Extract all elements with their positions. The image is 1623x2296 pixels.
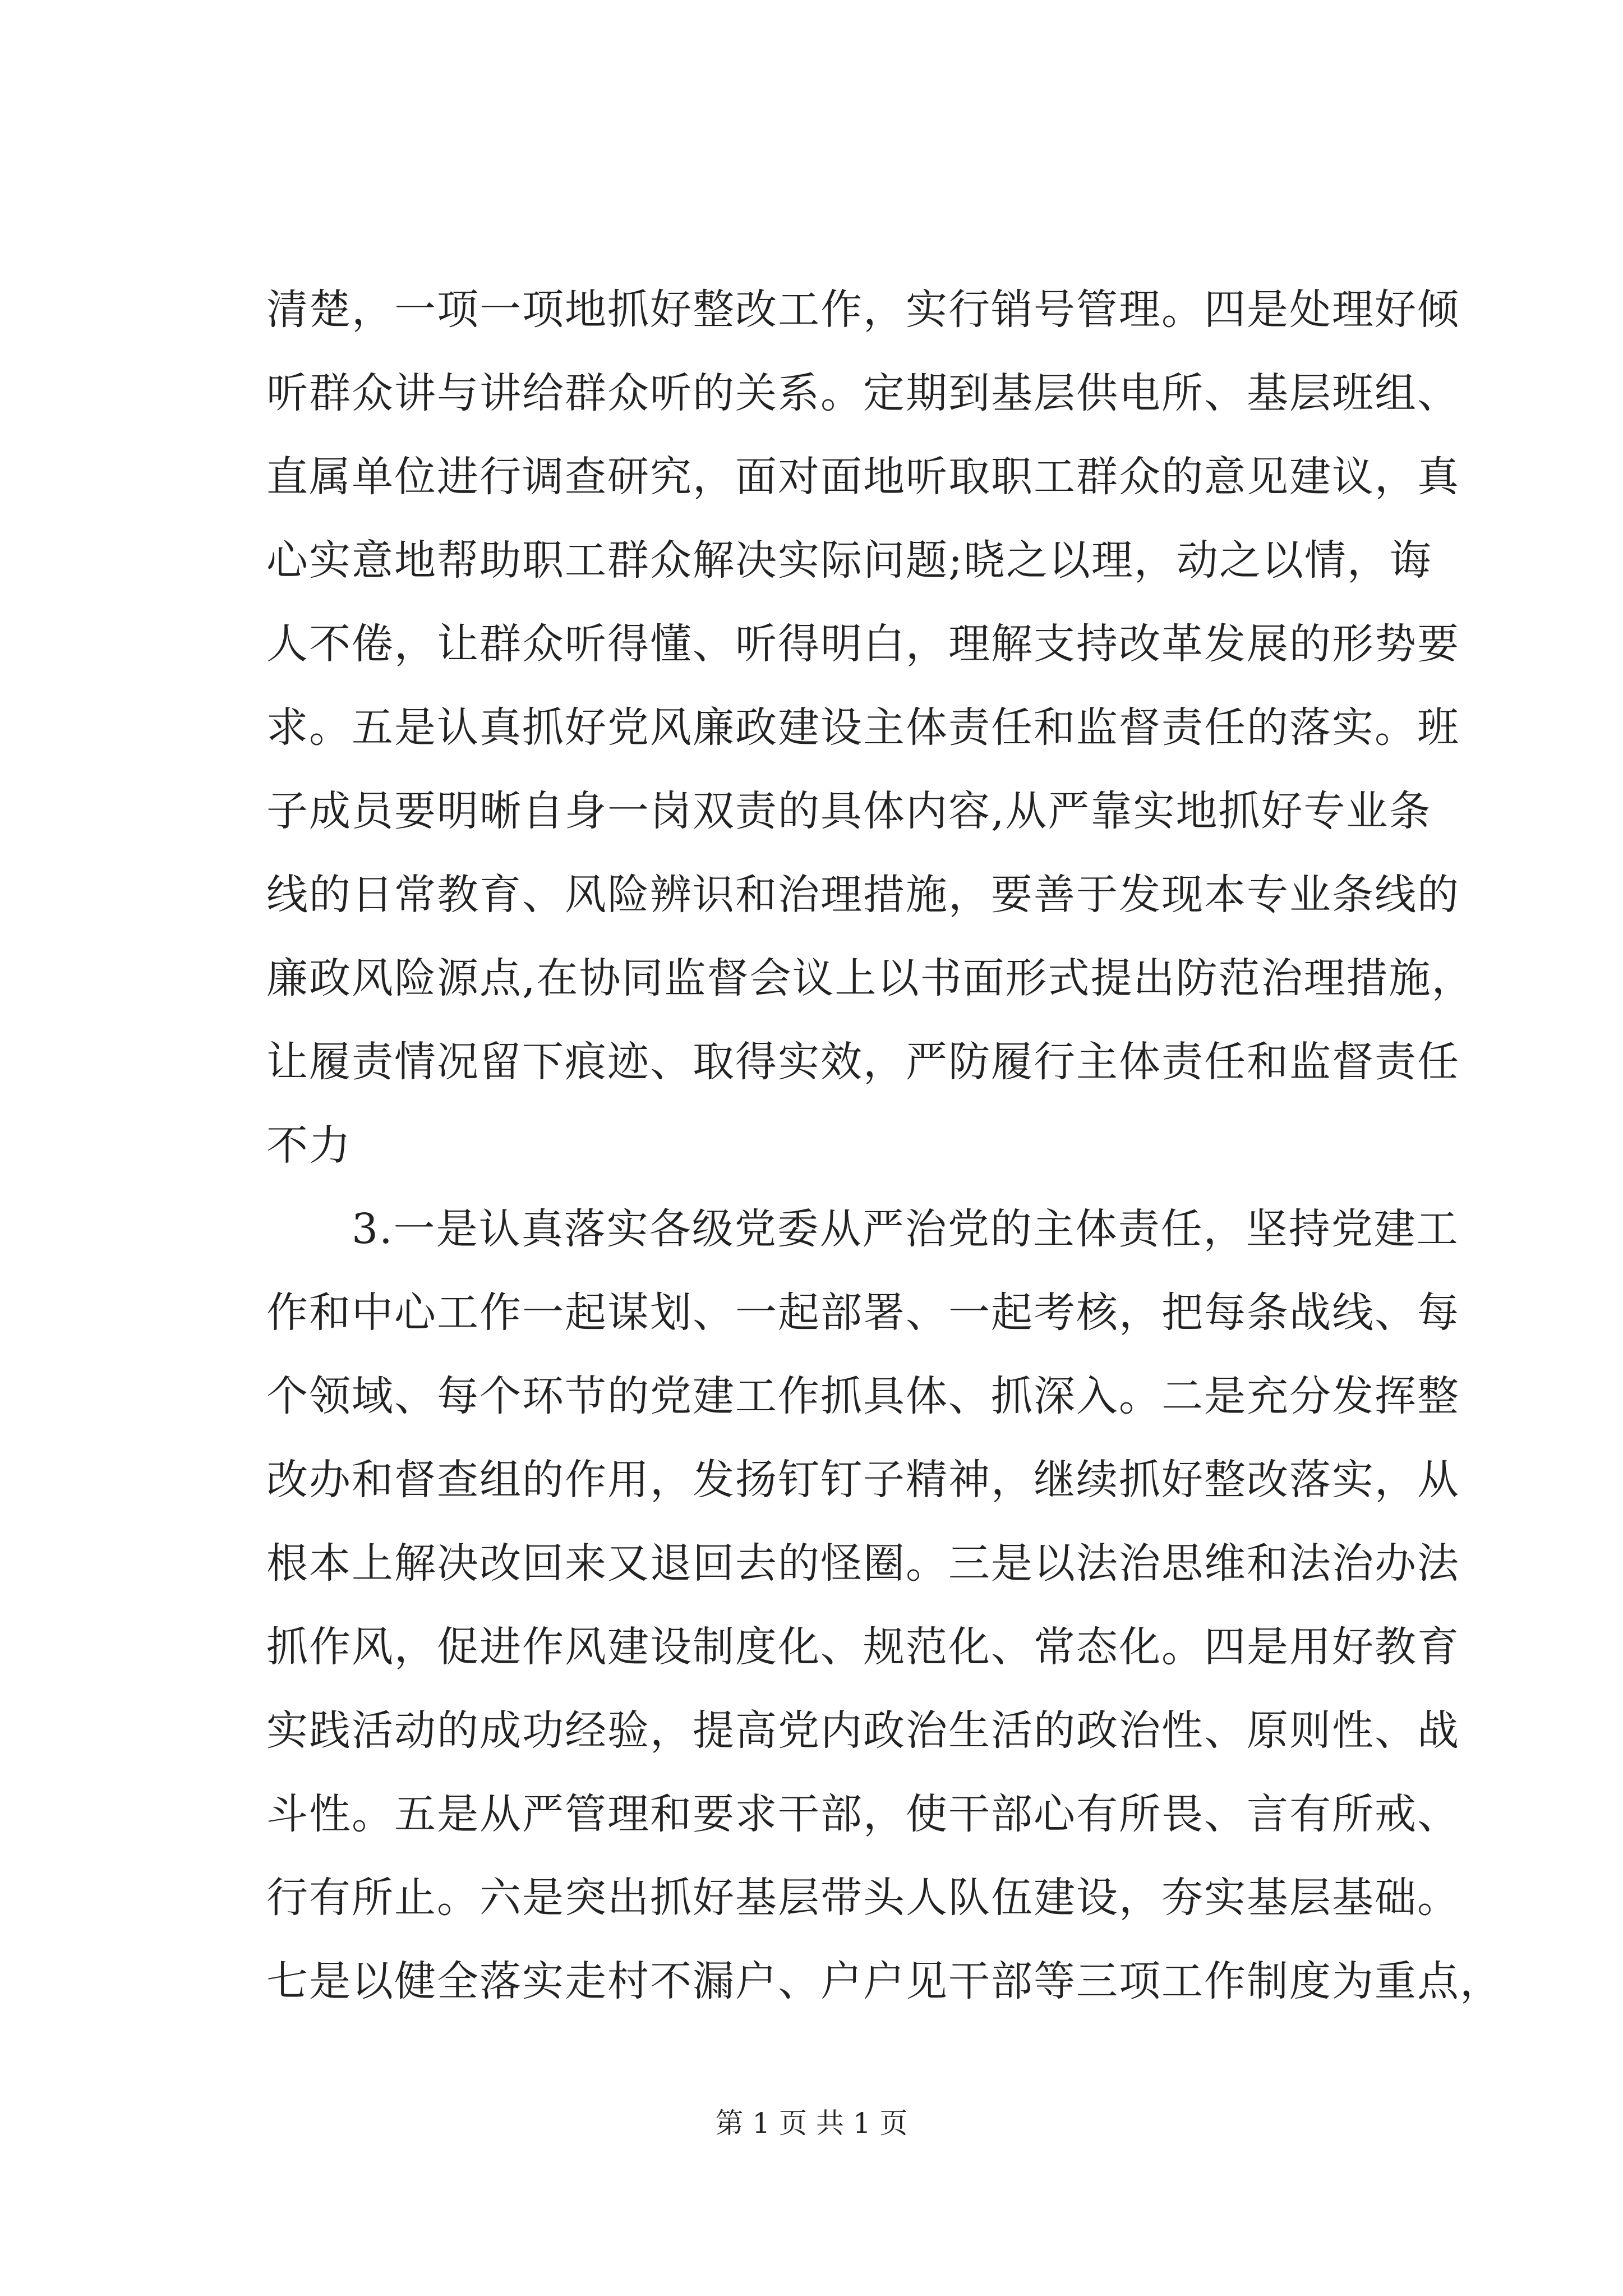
text-line: 清楚，一项一项地抓好整改工作，实行销号管理。四是处理好倾	[266, 286, 1460, 334]
text-line: 廉政风险源点,在协同监督会议上以书面形式提出防范治理措施，	[266, 954, 1474, 1002]
body-text	[266, 268, 1502, 2023]
text-line: 个领域、每个环节的党建工作抓具体、抓深入。二是充分发挥整	[266, 1372, 1460, 1420]
text-line: 不力	[266, 1121, 352, 1170]
text-line: 听群众讲与讲给群众听的关系。定期到基层供电所、基层班组、	[266, 369, 1460, 417]
text-line: 作和中心工作一起谋划、一起部署、一起考核，把每条战线、每	[266, 1289, 1460, 1337]
text-line: 子成员要明晰自身一岗双责的具体内容,从严靠实地抓好专业条	[266, 787, 1432, 835]
text-line: 求。五是认真抓好党风廉政建设主体责任和监督责任的落实。班	[266, 703, 1460, 752]
text-line: 人不倦，让群众听得懂、听得明白，理解支持改革发展的形势要	[266, 620, 1460, 668]
text-line: 抓作风，促进作风建设制度化、规范化、常态化。四是用好教育	[266, 1623, 1460, 1671]
text-line: 改办和督查组的作用，发扬钉钉子精神，继续抓好整改落实，从	[266, 1456, 1460, 1504]
text-line: 3.一是认真落实各级党委从严治党的主体责任，坚持党建工	[266, 1205, 1459, 1253]
text-line: 心实意地帮助职工群众解决实际问题;晓之以理，动之以情，诲	[266, 536, 1432, 585]
text-line: 实践活动的成功经验，提高党内政治生活的政治性、原则性、战	[266, 1706, 1460, 1755]
text-line: 根本上解决改回来又退回去的怪圈。三是以法治思维和法治办法	[266, 1539, 1460, 1588]
text-line: 直属单位进行调查研究，面对面地听取职工群众的意见建议，真	[266, 453, 1460, 501]
page-number-label: 第 1 页 共 1 页	[715, 2107, 908, 2139]
text-line: 七是以健全落实走村不漏户、户户见干部等三项工作制度为重点，	[266, 1957, 1502, 2005]
text-line: 让履责情况留下痕迹、取得实效，严防履行主体责任和监督责任	[266, 1038, 1460, 1086]
text-line: 行有所止。六是突出抓好基层带头人队伍建设，夯实基层基础。	[266, 1874, 1460, 1922]
text-line: 线的日常教育、风险辨识和治理措施，要善于发现本专业条线的	[266, 871, 1460, 919]
text-line: 斗性。五是从严管理和要求干部，使干部心有所畏、言有所戒、	[266, 1790, 1460, 1838]
page-footer	[0, 2101, 1623, 2141]
